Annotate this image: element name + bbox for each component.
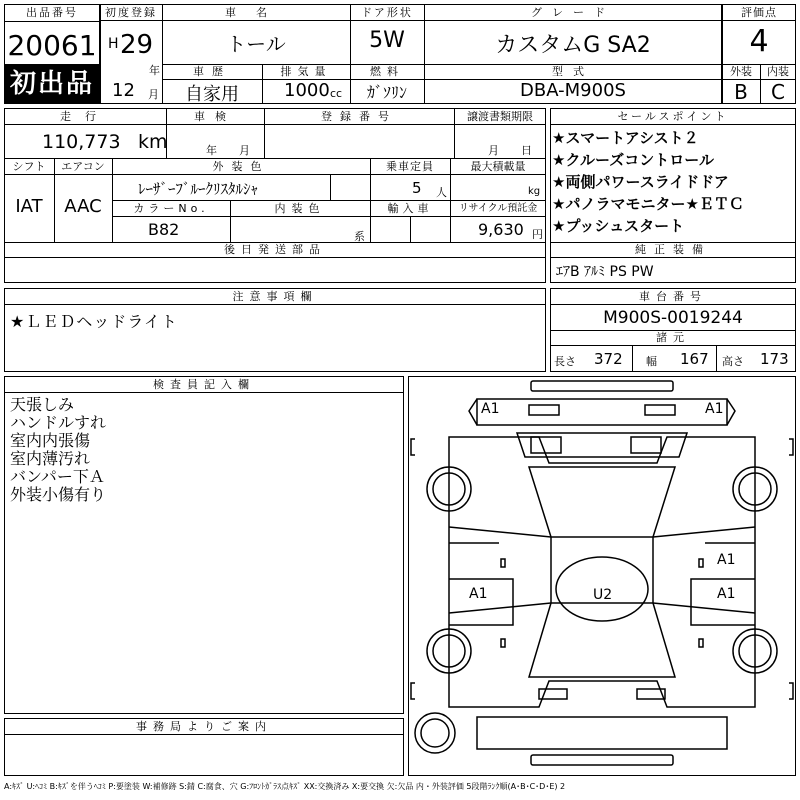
interior-label: 内装: [767, 65, 789, 78]
recycle-unit: 円: [532, 228, 543, 241]
height-label: 高さ: [722, 355, 744, 368]
reg-year: 29: [120, 30, 154, 60]
int-color-label: 内装色: [274, 202, 326, 215]
displacement-label: 排気量: [280, 65, 332, 78]
notes: ★ＬＥＤヘッドライト: [10, 312, 178, 331]
height: 173: [760, 350, 789, 368]
length: 372: [594, 350, 623, 368]
fuel: ｶﾞｿﾘﾝ: [366, 83, 407, 102]
displacement-unit: cc: [330, 87, 343, 100]
length-label: 長さ: [554, 355, 576, 368]
mileage-unit: km: [138, 131, 168, 153]
mark-right-door-rear: A1: [717, 586, 736, 602]
inspector-label: 検査員記入欄: [153, 378, 255, 391]
max-load-label: 最大積載量: [470, 160, 526, 173]
mileage-label: 走行: [60, 110, 110, 123]
notes-label: 注意事項欄: [232, 290, 318, 303]
office-label: 事務局よりご案内: [136, 720, 272, 733]
inspector-note-line: ハンドルすれ: [10, 413, 107, 432]
lot-number: 20061: [7, 29, 97, 62]
sales-point-item: ★スマートアシスト２: [552, 129, 699, 147]
equipment-label: 純正装備: [635, 243, 711, 256]
mark-left-door: A1: [469, 586, 488, 602]
inspector-note-line: バンパー下Ａ: [10, 467, 105, 486]
month-unit: 月: [148, 88, 159, 101]
model-label: 型式: [552, 65, 594, 78]
max-load-unit: kg: [528, 186, 541, 197]
mileage: 110,773: [42, 131, 121, 153]
sales-points-list: [552, 127, 796, 237]
inspector-note-line: 室内内張傷: [10, 431, 91, 450]
history: 自家用: [185, 84, 239, 105]
plate-label: 登録番号: [321, 110, 397, 123]
width: 167: [680, 350, 709, 368]
recycle-label: リサイクル預託金: [458, 203, 538, 214]
first-listing-badge: 初出品: [4, 64, 100, 104]
transfer-label: 譲渡書類期限: [467, 110, 533, 123]
ac-label: エアコン: [61, 160, 105, 173]
mark-roof: U2: [593, 587, 613, 603]
inspector-note-line: 室内薄汚れ: [10, 449, 91, 468]
car-name-label: 車名: [225, 6, 287, 19]
ext-color: ﾚｰｻﾞｰﾌﾞﾙｰｸﾘｽﾀﾙｼｬ: [138, 180, 259, 198]
sales-points-label: セールスポイント: [617, 110, 729, 123]
inspector-notes: [10, 396, 106, 504]
history-label: 車歴: [193, 65, 231, 78]
ext-color-label: 外装色: [212, 160, 270, 173]
color-no: B82: [148, 220, 180, 239]
sales-point-item: ★クルーズコントロール: [552, 151, 714, 169]
width-label: 幅: [646, 355, 657, 368]
chassis-label: 車台番号: [639, 290, 707, 303]
mark-front-right: A1: [705, 401, 724, 417]
grade: カスタムG SA2: [495, 33, 651, 58]
legend: A:ｷｽﾞ U:ﾍｺﾐ B:ｷｽﾞを伴うﾍｺﾐ P:要塗装 W:補修跡 S:錆 C:腐食、穴 G:ﾌﾛﾝﾄｶﾞﾗｽ点ｷｽﾞ XX:交換済み X:要交換 欠:欠品 内・外装評価 5段階ﾗﾝｸ順(A･B･C･D･E) 2: [4, 782, 566, 791]
sales-point-item: ★両側パワースライドドア: [552, 173, 729, 191]
car-outline: [409, 377, 795, 775]
ac: AAC: [64, 196, 102, 217]
mark-front-left: A1: [481, 401, 500, 417]
model: DBA-M900S: [520, 80, 626, 101]
sales-point-item: ★プッシュスタート: [552, 217, 685, 235]
shift-label: シフト: [12, 160, 46, 173]
transfer-units: 月 日: [488, 144, 532, 157]
capacity: 5: [412, 179, 422, 197]
import-label: 輸入車: [387, 202, 433, 215]
inspector-note-line: 天張しみ: [10, 395, 75, 414]
capacity-unit: 人: [436, 186, 447, 199]
interior-grade: C: [771, 80, 785, 104]
first-reg-label: 初度登録: [105, 6, 157, 19]
year-unit: 年: [149, 64, 160, 77]
inspection-units: 年 月: [206, 144, 250, 157]
exterior-grade: B: [734, 80, 748, 104]
displacement: 1000: [284, 80, 330, 101]
era: H: [108, 36, 119, 52]
exterior-label: 外装: [730, 65, 752, 78]
reg-month: 12: [112, 80, 135, 101]
int-color-unit: 系: [354, 230, 365, 243]
lot-number-label: 出品番号: [26, 6, 78, 19]
recycle-amount: 9,630: [478, 220, 524, 239]
later-parts-label: 後日発送部品: [224, 243, 326, 256]
fuel-label: 燃料: [370, 65, 404, 78]
capacity-label: 乗車定員: [386, 160, 434, 173]
score-label: 評価点: [741, 6, 777, 19]
shift: IAT: [15, 196, 43, 217]
score: 4: [749, 24, 769, 59]
inspection-label: 車検: [194, 110, 236, 123]
color-no-label: カラーNo.: [133, 202, 209, 215]
equipment: ｴｱB ｱﾙﾐ PS PW: [556, 264, 654, 280]
door-label: ドア形状: [361, 6, 413, 19]
door-type: 5W: [369, 28, 405, 53]
inspector-note-line: 外装小傷有り: [10, 485, 107, 504]
dims-label: 諸元: [656, 331, 690, 344]
mark-right-door-front: A1: [717, 552, 736, 568]
sales-point-item: ★パノラマモニター★ＥＴＣ: [552, 195, 744, 213]
grade-label: グレード: [531, 6, 615, 19]
damage-diagram: [408, 376, 796, 776]
chassis-number: M900S-0019244: [603, 308, 743, 328]
car-name: トール: [226, 32, 286, 56]
